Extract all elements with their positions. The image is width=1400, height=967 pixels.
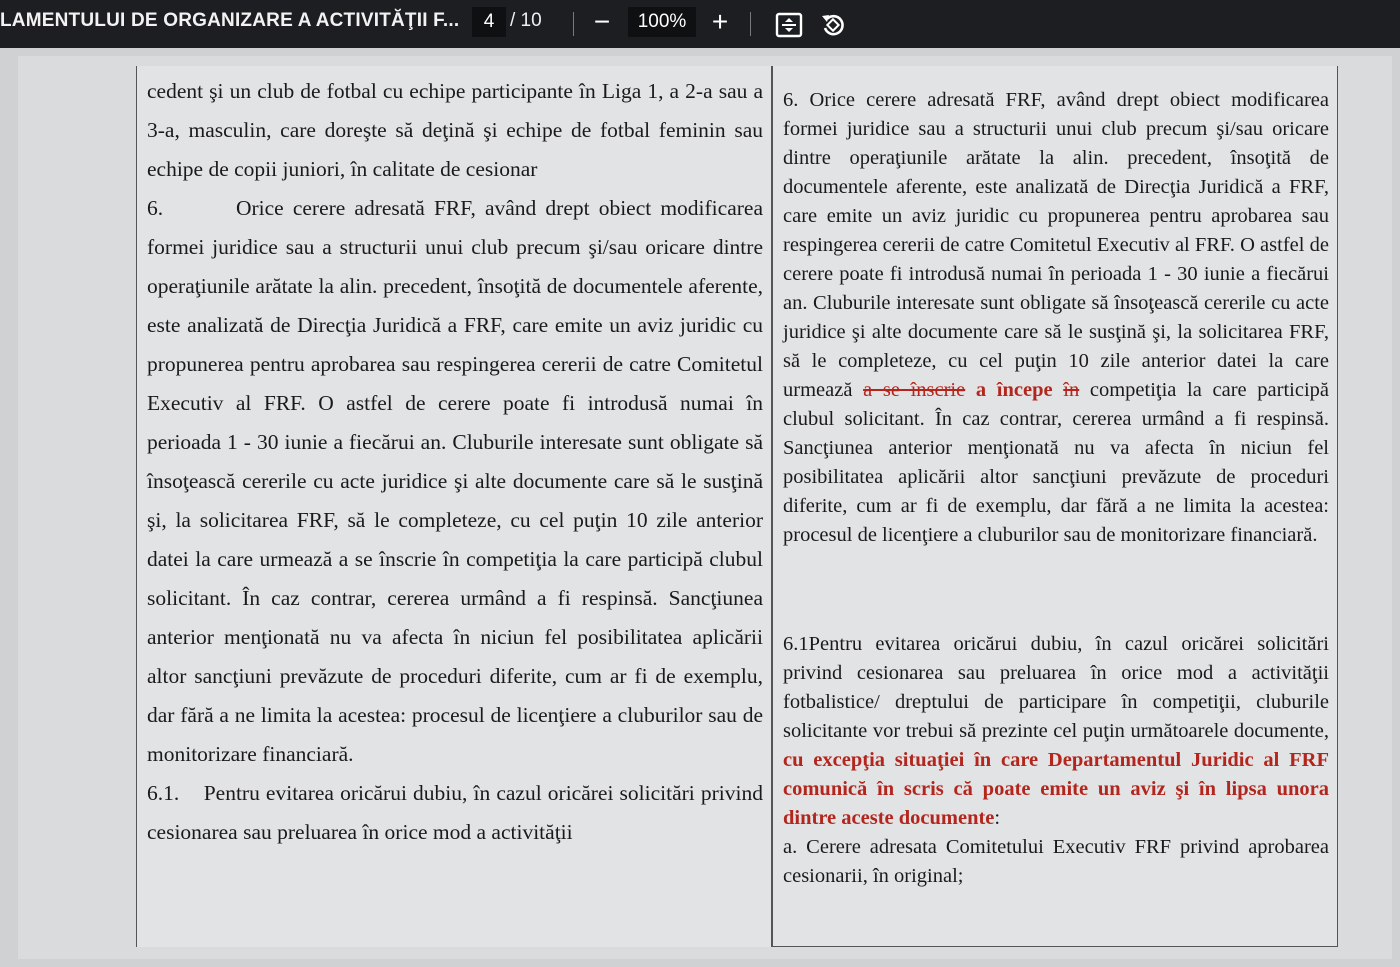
zoom-in-button[interactable]: + bbox=[711, 6, 729, 37]
left-paragraph-article-6-1: 6.1. Pentru evitarea oricărui dubiu, în cazul oricărei solicitări privind cesionarea sau preluarea în orice mod a activităţii bbox=[147, 781, 769, 844]
right-article-6-1-text-b: : bbox=[994, 807, 1001, 829]
left-paragraph-1: cedent şi un club de fotbal cu echipe participante în Liga 1, a 2-a sau a 3-a, masculin, care doreşte să deţină şi echipe de fotbal feminin sau echipe de copii juniori, în calitate de cesionar bbox=[147, 79, 763, 181]
toolbar-divider bbox=[750, 12, 751, 36]
right-paragraph-article-6-1 bbox=[783, 630, 1329, 833]
left-column-text bbox=[147, 72, 769, 852]
right-column-amended-text bbox=[772, 66, 1338, 947]
inserted-text: cu excepţia situaţiei în care Departamentul Juridic al FRF comunică în scris că poate emite un aviz şi în lipsa unora dintre aceste documente bbox=[783, 749, 1329, 829]
zoom-level-input[interactable]: 100% bbox=[628, 7, 696, 37]
deleted-text: în bbox=[1063, 379, 1080, 401]
page-number-input[interactable]: 4 bbox=[472, 7, 506, 37]
left-paragraph-article-6: 6. Orice cerere adresată FRF, având drept obiect modificarea formei juridice sau a structurii unui club precum şi/sau oricare dintre operaţiunile arătate la alin. precedent, însoţită de documentele aferente, este analizată de Direcţia Juridică a FRF, care emite un aviz juridic cu propunerea pentru aprobarea sau respingerea cererii de catre Comitetul Executiv al FRF. O astfel de cerere poate fi introdusă numai în perioada 1 - 30 iunie a fiecărui an. Cluburile interesate sunt obligate să însoţească cererile cu acte juridice şi alte documente care să le susţină şi, la solicitarea FRF, să le completeze, cu cel puţin 10 zile anterior datei la care urmează a se înscrie în competiţia la care participă clubul solicitant. În caz contrar, cererea urmând a fi respinsă. Sancţiunea anterior menţionată nu va afecta în niciun fel posibilitatea aplicării altor sancţiuni prevăzute de proceduri diferite, cum ar fi de exemplu, dar fără a ne limita la acestea: procesul de licenţiere a cluburilor sau de monitorizare financiară. bbox=[147, 196, 769, 766]
right-column-text bbox=[783, 86, 1329, 891]
right-article-6-1-text-a: 6.1Pentru evitarea oricărui dubiu, în cazul oricărei solicitări privind cesionarea sau preluarea în orice mod a activităţii fotbalistice/ dreptului de participare în competiţii, cluburile solicitante vor trebui să prezinte cel puţin următoarele documente, bbox=[783, 633, 1329, 742]
inserted-text: a începe bbox=[965, 379, 1064, 401]
right-paragraph-item-a: a. Cerere adresata Comitetului Executiv FRF privind aprobarea cesionarii, în original; bbox=[783, 836, 1329, 887]
page-surface bbox=[18, 56, 1392, 959]
right-paragraph-article-6 bbox=[783, 86, 1329, 550]
rotate-icon[interactable] bbox=[818, 10, 848, 40]
right-article-6-text-a: 6. Orice cerere adresată FRF, având drept obiect modificarea formei juridice sau a structurii unui club precum şi/sau oricare dintre operaţiunile arătate la alin. precedent, însoţită de documentele aferente, este analizată de Direcţia Juridică a FRF, care emite un aviz juridic cu propunerea pentru aprobarea sau respingerea cererii de catre Comitetul Executiv al FRF. O astfel de cerere poate fi introdusă numai în perioada 1 - 30 iunie a fiecărui an. Cluburile interesate sunt obligate să însoţească cererile cu acte juridice şi alte documente care să le susţină şi, la solicitarea FRF, să le completeze, cu cel puţin 10 zile anterior datei la care urmează bbox=[783, 89, 1329, 401]
viewer-toolbar bbox=[0, 0, 1400, 48]
document-page bbox=[0, 48, 1400, 967]
right-article-6-text-b: competiţia la care participă clubul solicitant. În caz contrar, cererea urmând a fi respinsă. Sancţiunea anterior menţionată nu va afecta în niciun fel posibilitatea aplicării altor sancţiuni prevăzute de proceduri diferite, cum ar fi de exemplu, dar fără a ne limita la acestea: procesul de licenţiere a cluburilor sau de monitorizare financiară. bbox=[783, 379, 1329, 546]
document-title: LAMENTULUI DE ORGANIZARE A ACTIVITĂŢII F... bbox=[0, 10, 460, 31]
toolbar-divider bbox=[573, 12, 574, 36]
deleted-text: a se înscrie bbox=[863, 379, 966, 401]
page-total: / 10 bbox=[510, 10, 542, 31]
zoom-out-button[interactable]: − bbox=[593, 6, 611, 37]
fit-page-icon[interactable] bbox=[774, 10, 804, 40]
left-column-original-text bbox=[136, 66, 772, 947]
paragraph-gap bbox=[783, 550, 1329, 630]
